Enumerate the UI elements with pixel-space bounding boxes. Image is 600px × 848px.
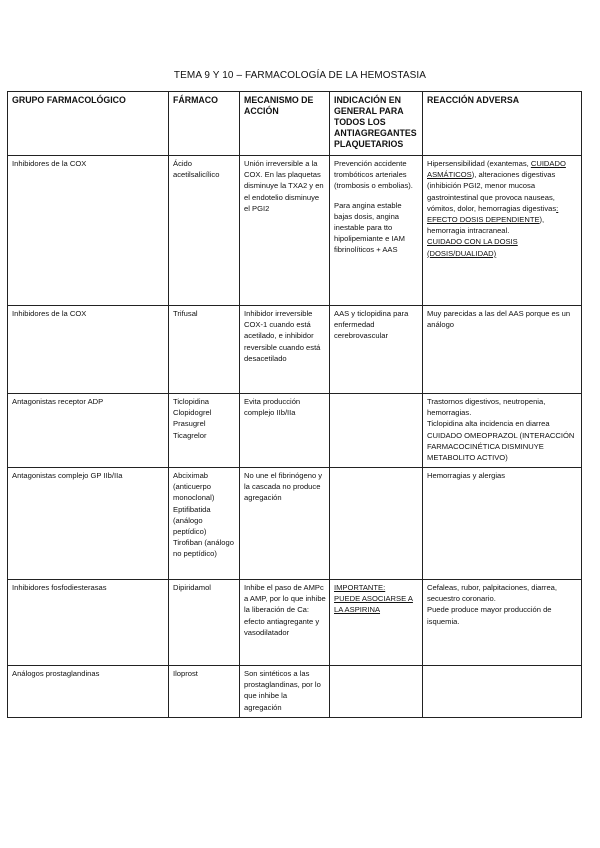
cell-indication: [330, 156, 423, 306]
adverse-text: Trastornos digestivos, neutropenia, hemorragias.: [427, 397, 546, 418]
cell-mechanism: No une el fibrinógeno y la cascada no produce agregación: [240, 468, 330, 580]
adverse-warning: CUIDADO CON LA DOSIS (DOSIS/DUALIDAD): [427, 237, 518, 258]
adverse-text: ), alteraciones digestivas (inhibición PGI2, menor mucosa gastrointestinal que provoca nauseas, vómitos, dolor, hemorragias digestivas: [427, 170, 557, 213]
cell-adverse: [423, 666, 582, 718]
adverse-warning: CUIDADO ASMÁTICOS: [427, 159, 566, 180]
drug-name: Ticagrelor: [173, 430, 207, 440]
header-drug: FÁRMACO: [169, 92, 240, 156]
cell-indication: [330, 468, 423, 580]
cell-mechanism: Son sintéticos a las prostaglandinas, por lo que inhibe la agregación: [240, 666, 330, 718]
cell-mechanism: Unión irreversible a la COX. En las plaquetas disminuye la TXA2 y en el endotelio disminuye el PGI2: [240, 156, 330, 306]
table-row: [8, 580, 582, 666]
cell-drug: Ácido acetilsalicílico: [169, 156, 240, 306]
cell-indication: [330, 580, 423, 666]
cell-group: Antagonistas receptor ADP: [8, 394, 169, 468]
drug-name: Clopidogrel: [173, 408, 212, 418]
table-row: [8, 666, 582, 718]
cell-adverse: Hemorragias y alergias: [423, 468, 582, 580]
cell-adverse: Muy parecidas a las del AAS porque es un análogo: [423, 306, 582, 394]
adverse-text: Ticlopidina alta incidencia en diarrea: [427, 419, 550, 429]
drug-name: Eptifibatida (análogo peptídico): [173, 504, 211, 537]
cell-group: Inhibidores fosfodiesterasas: [8, 580, 169, 666]
pharmacology-table: [7, 91, 582, 718]
cell-group: Inhibidores de la COX: [8, 306, 169, 394]
header-indication: INDICACIÓN EN GENERAL PARA TODOS LOS ANTIAGREGANTES PLAQUETARIOS: [330, 92, 423, 156]
header-group: GRUPO FARMACOLÓGICO: [8, 92, 169, 156]
cell-drug: Trifusal: [169, 306, 240, 394]
adverse-warning: : EFECTO DOSIS DEPENDIENTE: [427, 203, 559, 225]
cell-indication: [330, 666, 423, 718]
cell-drug: [169, 468, 240, 580]
cell-group: Antagonistas complejo GP IIb/IIa: [8, 468, 169, 580]
adverse-text: Cefaleas, rubor, palpitaciones, diarrea, secuestro coronario.: [427, 583, 558, 604]
cell-drug: [169, 394, 240, 468]
cell-mechanism: Inhibidor irreversible COX-1 cuando está acetilado, e inhibidor reversible cuando está desacetilado: [240, 306, 330, 394]
cell-mechanism: Evita producción complejo IIb/IIa: [240, 394, 330, 468]
cell-mechanism: Inhibe el paso de AMPc a AMP, por lo que inhibe la liberación de Ca: efecto antiagregante y vasodilatador: [240, 580, 330, 666]
header-adverse: REACCIÓN ADVERSA: [423, 92, 582, 156]
table-row: [8, 306, 582, 394]
cell-drug: Dipiridamol: [169, 580, 240, 666]
table-row: [8, 394, 582, 468]
cell-group: Análogos prostaglandinas: [8, 666, 169, 718]
cell-indication: AAS y ticlopidina para enfermedad cerebrovascular: [330, 306, 423, 394]
document-title: TEMA 9 Y 10 – FARMACOLOGÍA DE LA HEMOSTASIA: [173, 70, 427, 81]
cell-group: Inhibidores de la COX: [8, 156, 169, 306]
table-row: [8, 156, 582, 306]
adverse-warning: CUIDADO OMEOPRAZOL (INTERACCIÓN FARMACOCINÉTICA DISMINUYE METABOLITO ACTIVO): [427, 430, 575, 463]
cell-adverse: [423, 580, 582, 666]
cell-drug: Iloprost: [169, 666, 240, 718]
drug-name: Ticlopidina: [173, 397, 210, 406]
adverse-text: Puede produce mayor producción de isquemia.: [427, 605, 552, 626]
table-header-row: [8, 92, 582, 156]
indication-text: Para angina estable bajas dosis, angina inestable para tto hipolipemiante e IAM fibrinolíticos + AAS: [334, 200, 405, 255]
cell-adverse: [423, 394, 582, 468]
drug-name: Prasugrel: [173, 419, 206, 429]
table-row: [8, 468, 582, 580]
drug-name: Abciximab (anticuerpo monoclonal): [173, 471, 215, 503]
drug-name: Tirofiban (análogo no peptídico): [173, 538, 234, 559]
indication-warning: IMPORTANTE:: [334, 583, 386, 592]
cell-adverse: [423, 156, 582, 306]
cell-indication: [330, 394, 423, 468]
indication-warning: PUEDE ASOCIARSE A LA ASPIRINA: [334, 594, 413, 615]
header-mechanism: MECANISMO DE ACCIÓN: [240, 92, 330, 156]
indication-text: Prevención accidente trombóticos arteriales (trombosis o embolias).: [334, 159, 413, 191]
adverse-text: ), hemorragia intracraneal.: [427, 215, 545, 236]
adverse-text: Hipersensibilidad (exantemas,: [427, 159, 529, 168]
